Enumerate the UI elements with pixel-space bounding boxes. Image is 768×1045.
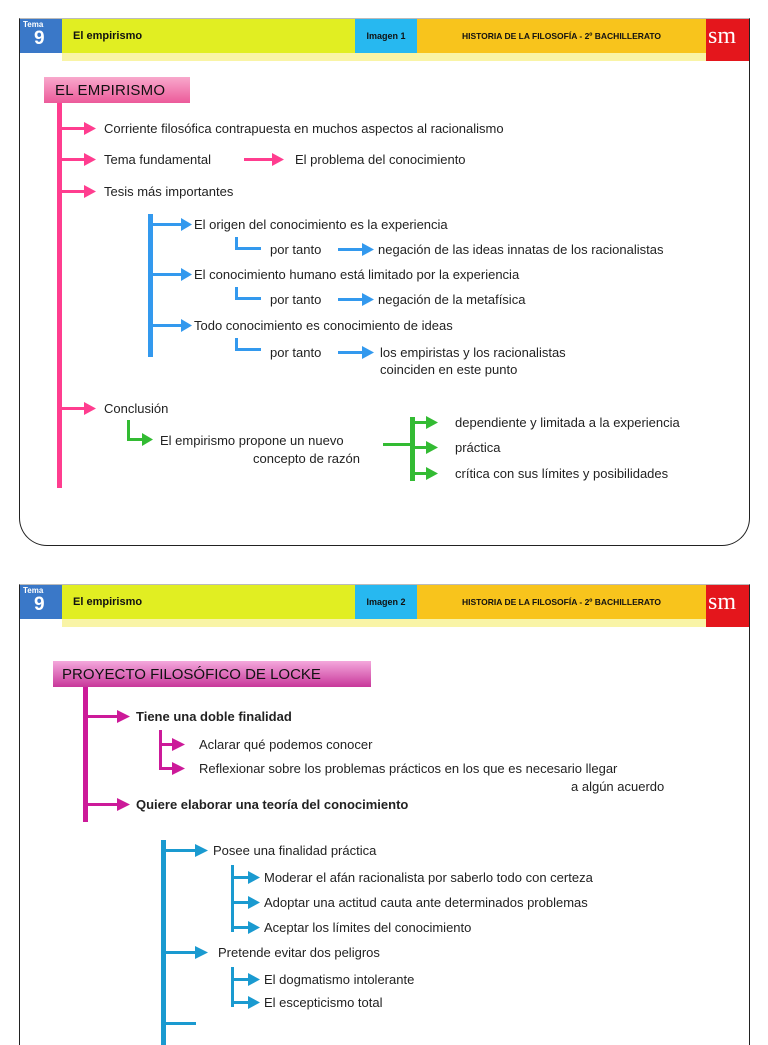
tesis-claim: El conocimiento humano está limitado por la experiencia <box>194 267 520 282</box>
main-trunk-line <box>57 103 62 488</box>
image-label: Imagen 2 <box>366 597 406 607</box>
arrow-icon <box>84 402 96 415</box>
item-tesis: Tesis más importantes <box>104 184 234 199</box>
tesis-link: por tanto <box>270 242 322 257</box>
item-finalidad: Tiene una doble finalidad <box>136 709 292 724</box>
tesis-result-line2: coinciden en este punto <box>380 362 518 377</box>
practica-item: Moderar el afán racionalista por saberlo todo con certeza <box>264 870 593 885</box>
finalidad-item: Aclarar qué podemos conocer <box>199 737 373 752</box>
item-conclusion: Conclusión <box>104 401 169 416</box>
tesis-line <box>148 214 153 357</box>
sm-logo: sm <box>706 585 749 627</box>
tema-label: Tema <box>23 20 44 29</box>
tesis-result-line1: los empiristas y los racionalistas <box>380 345 566 360</box>
arrow-icon <box>84 153 96 166</box>
unit-title: El empirismo <box>73 30 143 42</box>
conclusion-sub-2: concepto de razón <box>253 451 360 466</box>
peligro-item: El escepticismo total <box>264 995 383 1010</box>
arrow-icon <box>84 122 96 135</box>
tema-label: Tema <box>23 586 44 595</box>
tesis-link: por tanto <box>270 292 322 307</box>
peligro-item: El dogmatismo intolerante <box>264 972 415 987</box>
unit-title: El empirismo <box>73 596 143 608</box>
sm-logo: sm <box>706 19 749 61</box>
slide-heading: PROYECTO FILOSÓFICO DE LOCKE <box>62 666 321 683</box>
item-problema: El problema del conocimiento <box>295 152 466 167</box>
reason-trait: crítica con sus límites y posibilidades <box>455 466 669 481</box>
slide-1 <box>19 18 750 546</box>
subject-label: HISTORIA DE LA FILOSOFÍA - 2º BACHILLERATO <box>461 597 662 607</box>
tesis-result: negación de la metafísica <box>378 292 526 307</box>
finalidad-item-cont: a algún acuerdo <box>571 779 665 794</box>
teoria-line <box>161 840 166 1045</box>
finalidad-item: Reflexionar sobre los problemas prácticos en los que es necesario llegar <box>199 761 618 776</box>
tesis-claim: El origen del conocimiento es la experiencia <box>194 217 448 232</box>
reason-trait: dependiente y limitada a la experiencia <box>455 415 680 430</box>
item-peligros: Pretende evitar dos peligros <box>218 945 380 960</box>
tema-number: 9 <box>34 594 45 615</box>
heading-badge <box>44 77 190 103</box>
item-corriente: Corriente filosófica contrapuesta en muchos aspectos al racionalismo <box>104 121 504 136</box>
heading-badge <box>53 661 371 687</box>
reason-trait: práctica <box>455 440 501 455</box>
arrow-icon <box>272 153 284 166</box>
item-teoria: Quiere elaborar una teoría del conocimiento <box>136 797 409 812</box>
practica-item: Aceptar los límites del conocimiento <box>264 920 472 935</box>
image-label: Imagen 1 <box>366 31 406 41</box>
main-trunk-line <box>83 687 88 822</box>
item-tema-fundamental: Tema fundamental <box>104 152 211 167</box>
slide-heading: EL EMPIRISMO <box>55 82 166 99</box>
subject-label: HISTORIA DE LA FILOSOFÍA - 2º BACHILLERATO <box>461 31 662 41</box>
conclusion-sub-1: El empirismo propone un nuevo <box>160 433 344 448</box>
slide-2 <box>19 584 750 1045</box>
tesis-link: por tanto <box>270 345 322 360</box>
arrow-icon <box>84 185 96 198</box>
item-practica: Posee una finalidad práctica <box>213 843 377 858</box>
tesis-result: negación de las ideas innatas de los racionalistas <box>378 242 664 257</box>
tesis-claim: Todo conocimiento es conocimiento de ideas <box>194 318 453 333</box>
tema-number: 9 <box>34 28 45 49</box>
practica-item: Adoptar una actitud cauta ante determinados problemas <box>264 895 588 910</box>
